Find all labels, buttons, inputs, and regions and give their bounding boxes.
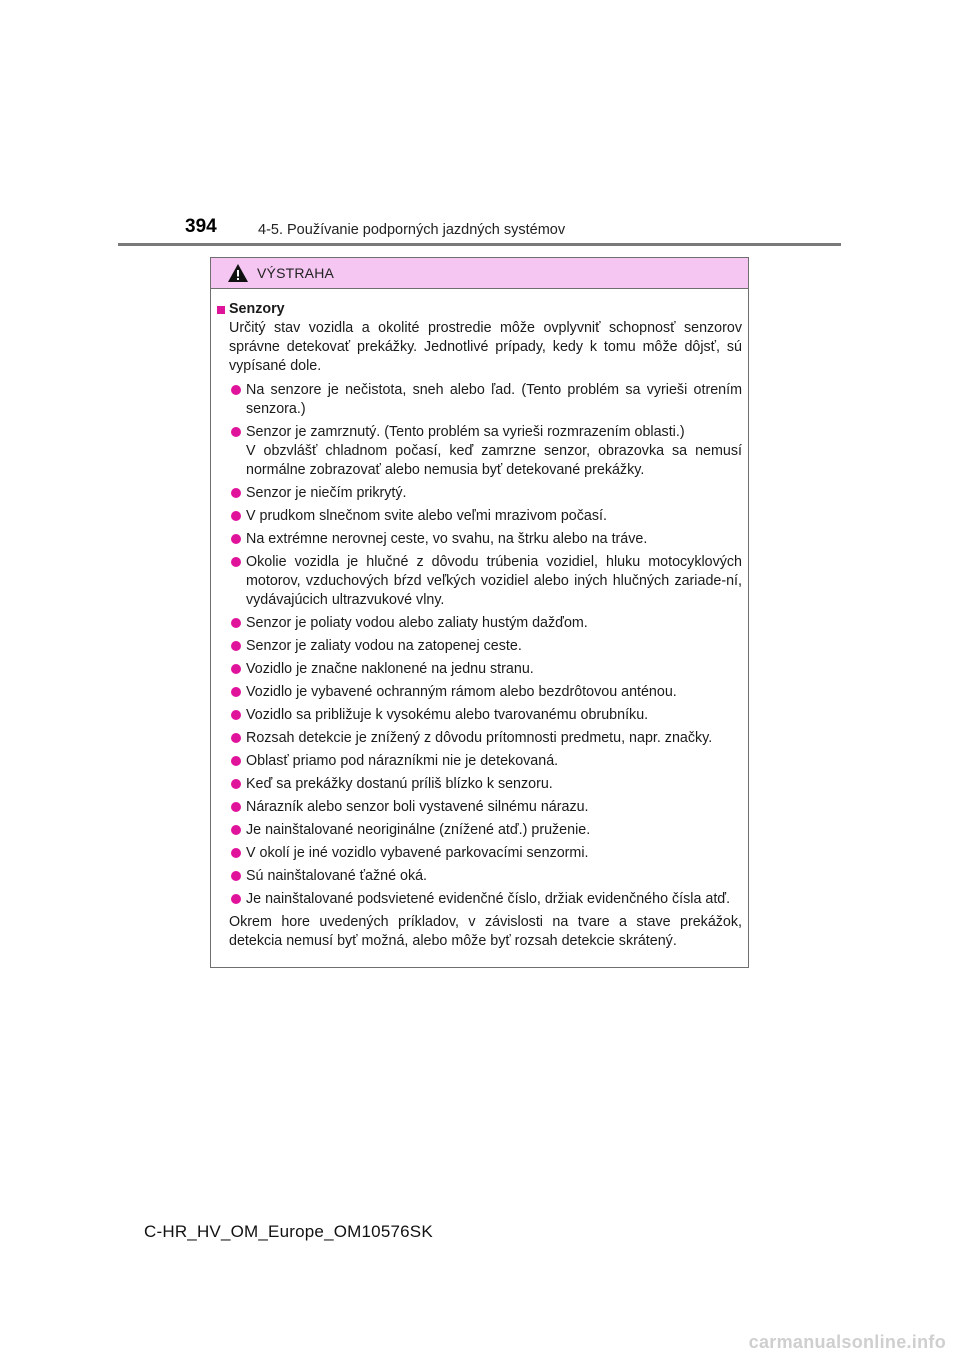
list-item <box>217 752 742 771</box>
bullet-dot-icon <box>231 488 241 498</box>
bullet-dot-icon <box>231 710 241 720</box>
list-item <box>217 484 742 503</box>
list-item <box>217 798 742 817</box>
bullet-dot-icon <box>231 733 241 743</box>
intro-paragraph: Určitý stav vozidla a okolité prostredie môže ovplyvniť schopnosť senzorov správne detekovať prekážky. Jednotlivé prípady, kedy k tomu môže dôjsť, sú vypísané dole. <box>229 320 742 374</box>
warning-body <box>211 289 748 951</box>
list-item-text: Keď sa prekážky dostanú príliš blízko k senzoru. <box>246 776 553 792</box>
list-item-text <box>246 423 742 480</box>
bullet-dot-icon <box>231 534 241 544</box>
warning-box <box>210 257 749 968</box>
list-item-text: Je nainštalované podsvietené evidenčné číslo, držiak evidenčného čísla atď. <box>246 891 731 907</box>
list-item-text: V okolí je iné vozidlo vybavené parkovacími senzormi. <box>246 845 589 861</box>
list-item <box>217 729 742 748</box>
list-item-text: Na senzore je nečistota, sneh alebo ľad. (Tento problém sa vyrieši otrením senzora.) <box>246 382 742 417</box>
list-item <box>217 821 742 840</box>
section-title: 4-5. Používanie podporných jazdných systémov <box>258 222 566 238</box>
header-divider <box>118 243 841 246</box>
bullet-dot-icon <box>231 427 241 437</box>
list-item-text: Rozsah detekcie je znížený z dôvodu prítomnosti predmetu, napr. značky. <box>246 730 713 746</box>
warning-title: VÝSTRAHA <box>257 265 335 281</box>
list-item-text: Senzor je niečím prikrytý. <box>246 485 407 501</box>
list-item <box>217 683 742 702</box>
list-item-text: Na extrémne nerovnej ceste, vo svahu, na štrku alebo na tráve. <box>246 531 648 547</box>
list-item-text: Nárazník alebo senzor boli vystavené silnému nárazu. <box>246 799 589 815</box>
bullet-dot-icon <box>231 779 241 789</box>
bullet-dot-icon <box>231 618 241 628</box>
bullet-dot-icon <box>231 894 241 904</box>
bullet-dot-icon <box>231 848 241 858</box>
list-item <box>217 775 742 794</box>
list-item-line: Senzor je zamrznutý. (Tento problém sa vyrieši rozmrazením oblasti.) <box>246 424 685 440</box>
list-item-text: Vozidlo je vybavené ochranným rámom alebo bezdrôtovou anténou. <box>246 684 677 700</box>
subhead <box>217 300 742 319</box>
list-item <box>217 423 742 480</box>
list-item-text: Oblasť priamo pod nárazníkmi nie je detekovaná. <box>246 753 559 769</box>
bullet-dot-icon <box>231 825 241 835</box>
bullet-dot-icon <box>231 557 241 567</box>
list-item <box>217 381 742 419</box>
list-item <box>217 867 742 886</box>
list-item-detail: V obzvlášť chladnom počasí, keď zamrzne senzor, obrazovka sa nemusí normálne zobrazovať alebo nemusia byť detekované prekážky. <box>246 443 742 478</box>
warning-header <box>211 258 748 289</box>
list-item <box>217 890 742 909</box>
bullet-dot-icon <box>231 756 241 766</box>
list-item-text: Senzor je poliaty vodou alebo zaliaty hustým dažďom. <box>246 615 588 631</box>
warning-triangle-icon <box>227 263 249 283</box>
bullet-list <box>217 381 742 909</box>
watermark: carmanualsonline.info <box>748 1332 946 1352</box>
list-item-text: Sú nainštalované ťažné oká. <box>246 868 428 884</box>
bullet-dot-icon <box>231 641 241 651</box>
list-item <box>217 553 742 610</box>
list-item <box>217 660 742 679</box>
bullet-dot-icon <box>231 511 241 521</box>
list-item <box>217 530 742 549</box>
bullet-dot-icon <box>231 664 241 674</box>
bullet-dot-icon <box>231 802 241 812</box>
subhead-label: Senzory <box>229 301 285 317</box>
list-item-text: Vozidlo je značne naklonené na jednu stranu. <box>246 661 534 677</box>
list-item-text: Senzor je zaliaty vodou na zatopenej ceste. <box>246 638 522 654</box>
list-item-text: Je nainštalované neoriginálne (znížené atď.) pruženie. <box>246 822 591 838</box>
page-number: 394 <box>185 216 217 237</box>
list-item-text: Okolie vozidla je hlučné z dôvodu trúbenia vozidiel, hluku motocyklových motorov, vzduchových bŕzd veľkých vozidiel alebo iných hlučných zariade-ní, vydávajúcich ultrazvukové vlny. <box>246 554 742 608</box>
list-item <box>217 844 742 863</box>
bullet-dot-icon <box>231 871 241 881</box>
list-item-text: Vozidlo sa približuje k vysokému alebo tvarovanému obrubníku. <box>246 707 649 723</box>
bullet-dot-icon <box>231 687 241 697</box>
bullet-dot-icon <box>231 385 241 395</box>
list-item <box>217 507 742 526</box>
outro-paragraph: Okrem hore uvedených príkladov, v závislosti na tvare a stave prekážok, detekcia nemusí byť možná, alebo môže byť rozsah detekcie skrátený. <box>229 914 742 949</box>
list-item <box>217 637 742 656</box>
list-item <box>217 614 742 633</box>
document-code: C-HR_HV_OM_Europe_OM10576SK <box>144 1222 433 1241</box>
list-item <box>217 706 742 725</box>
list-item-text: V prudkom slnečnom svite alebo veľmi mrazivom počasí. <box>246 508 607 524</box>
section-square-icon <box>217 306 225 314</box>
